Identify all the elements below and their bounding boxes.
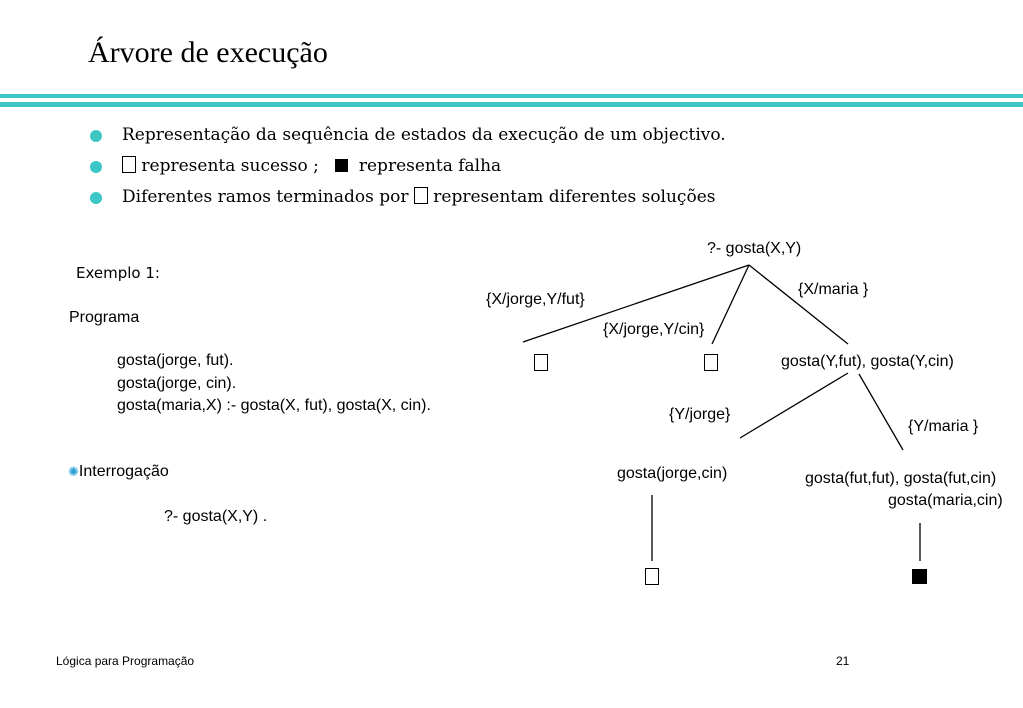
bullet-text-failure: representa falha (358, 156, 502, 176)
tree-edge (749, 265, 848, 344)
edge-label-middle: {X/jorge,Y/cin} (603, 321, 705, 338)
success-box-icon (704, 354, 718, 371)
tree-edge (712, 265, 749, 344)
footer-course: Lógica para Programação (56, 654, 195, 668)
success-box-icon (645, 568, 659, 585)
edge-label-right-left: {Y/jorge} (669, 406, 731, 423)
program-clause: gosta(jorge, cin). (117, 375, 237, 392)
program-label: Programa (69, 309, 140, 326)
program-clause: gosta(jorge, fut). (117, 352, 234, 369)
failure-box-icon (912, 569, 927, 584)
edge-label-right: {X/maria } (798, 281, 869, 298)
edge-label-right-right: {Y/maria } (908, 418, 979, 435)
tree-node-right: gosta(Y,fut), gosta(Y,cin) (781, 353, 954, 370)
query-text: ?- gosta(X,Y) . (164, 508, 268, 525)
tree-node-fut-line2: gosta(maria,cin) (888, 492, 1003, 509)
bullet-text-success: representa sucesso ; (141, 156, 319, 176)
bullet-text: representam diferentes soluções (433, 187, 716, 207)
tree-root: ?- gosta(X,Y) (707, 240, 802, 257)
page-number: 21 (836, 654, 850, 668)
asterisk-bullet-icon: ✺ (68, 464, 79, 479)
slide-title: Árvore de execução (88, 36, 328, 69)
success-box-icon (534, 354, 548, 371)
tree-edge (740, 373, 848, 438)
tree-node-fut-line1: gosta(fut,fut), gosta(fut,cin) (805, 470, 997, 487)
edge-label-left: {X/jorge,Y/fut} (486, 291, 585, 308)
query-label: Interrogação (78, 463, 169, 480)
tree-edge (859, 374, 903, 450)
tree-node-jorge-cin: gosta(jorge,cin) (617, 465, 728, 482)
bullet-text: Diferentes ramos terminados por (122, 187, 409, 207)
example-heading: Exemplo 1: (76, 264, 160, 282)
bullet-text: Representação da sequência de estados da execução de um objectivo. (122, 125, 726, 145)
program-clause: gosta(maria,X) :- gosta(X, fut), gosta(X, cin). (117, 397, 431, 414)
